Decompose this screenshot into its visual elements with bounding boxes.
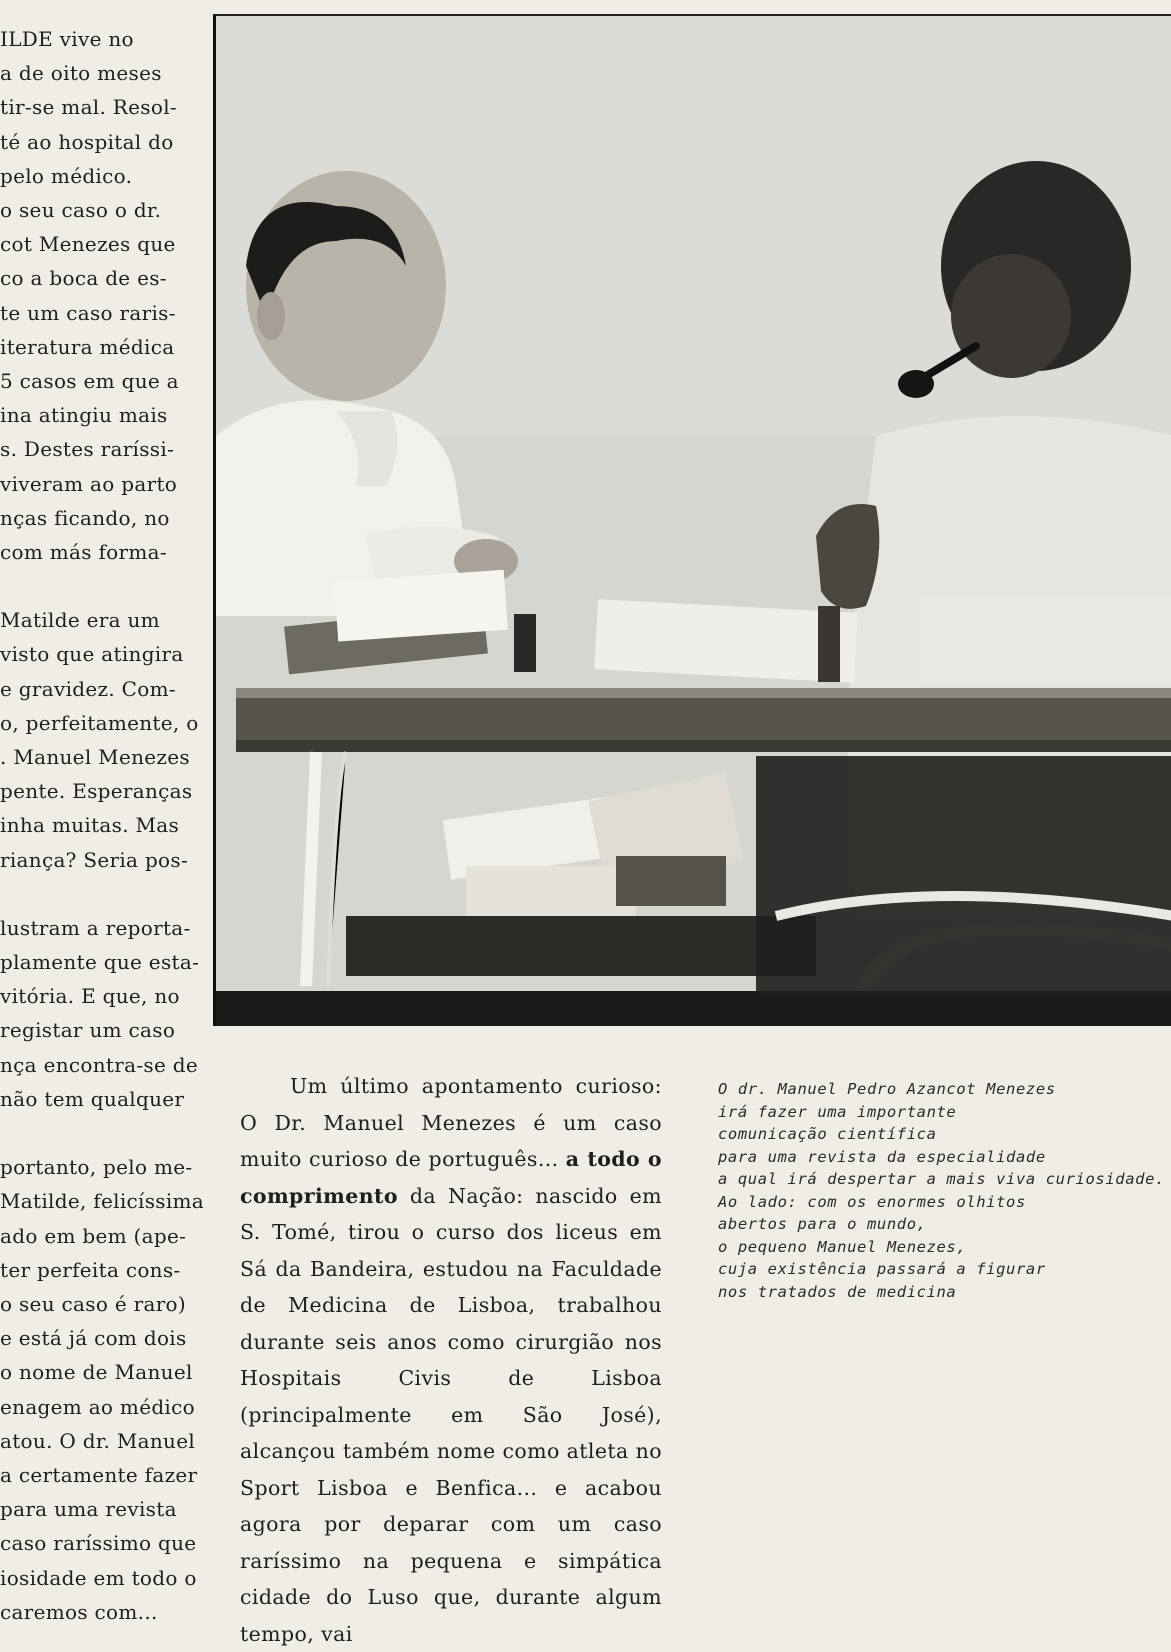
article-paragraph [240,1068,662,1652]
left-column-line: a certamente fazer [0,1462,198,1487]
photo-caption [718,1078,1168,1303]
left-column-line: caso raríssimo que [0,1531,197,1556]
caption-line: o pequeno Manuel Menezes, [718,1237,967,1256]
left-column-line: . Manuel Menezes [0,745,190,770]
left-column-line: não tem qualquer [0,1086,185,1111]
left-column-line: co a boca de es- [0,266,167,291]
caption-line: abertos para o mundo, [718,1215,927,1233]
left-column-line: cot Menezes que [0,232,176,257]
left-column-line: Matilde, felicíssima [0,1189,205,1214]
left-column-line: nça encontra-se de [0,1052,198,1077]
left-column-line: té ao hospital do [0,129,174,154]
caption-line: cuja existência passará a figurar [718,1260,1046,1278]
left-column-line: ado em bem (ape- [0,1223,187,1248]
article-text-intro: Um último apontamento curioso: O Dr. Manuel Menezes é um caso muito curioso de português... [240,1074,662,1171]
left-column-line: para uma revista [0,1497,177,1522]
left-column-line: o seu caso é raro) [0,1291,187,1316]
caption-line: irá fazer uma importante [718,1102,957,1121]
left-column-line: riança? Seria pos- [0,847,189,872]
caption-line: nos tratados de medicina [718,1282,957,1301]
left-column-line: caremos com... [0,1599,158,1624]
left-column-line: registar um caso [0,1018,176,1043]
caption-line: O dr. Manuel Pedro Azancot Menezes [718,1080,1056,1098]
doctor-photo [213,14,1171,1026]
left-column-line [0,1116,205,1150]
left-text-column [0,22,205,1629]
left-column-line: plamente que esta- [0,950,200,975]
left-column-line: pente. Esperanças [0,779,193,804]
caption-line: comunicação científica [718,1125,937,1143]
left-column-line: 5 casos em que a [0,369,179,394]
left-column-line: portanto, pelo me- [0,1155,193,1180]
left-column-line: inha muitas. Mas [0,813,180,838]
article-text-bold: a todo o comprimento [240,1147,662,1208]
left-column-line [0,877,205,911]
left-column-line: nças ficando, no [0,505,170,530]
caption-line: a qual irá despertar a mais viva curiosidade. [718,1170,1165,1188]
left-column-line: s. Destes raríssi- [0,437,175,462]
left-column-line: atou. O dr. Manuel [0,1428,196,1453]
left-column-line: pelo médico. [0,163,133,188]
left-column-line: Matilde era um [0,608,160,633]
left-column-line: enagem ao médico [0,1394,195,1419]
left-column-line: visto que atingira [0,642,184,667]
article-column [240,1068,662,1652]
left-column-line: e gravidez. Com- [0,676,176,701]
left-column-line: lustram a reporta- [0,915,191,940]
left-column-line: o, perfeitamente, o [0,710,199,735]
left-column-line [0,569,205,603]
photo-illustration [216,16,1171,1026]
caption-line: Ao lado: com os enormes olhitos [718,1192,1026,1211]
left-column-line: te um caso raris- [0,300,176,325]
left-column-line: iteratura médica [0,334,175,359]
left-column-line: a de oito meses [0,61,162,86]
left-column-line: ter perfeita cons- [0,1257,181,1282]
left-column-line: com más forma- [0,540,167,565]
left-column-line: ILDE vive no [0,27,134,51]
caption-line: para uma revista da especialidade [718,1147,1046,1166]
left-column-line: viveram ao parto [0,471,178,496]
article-text-rest: da Nação: nascido em S. Tomé, tirou o curso dos liceus em Sá da Bandeira, estudou na Faculdade de Medicina de Lisboa, trabalhou durante seis anos como cirurgião nos Hospitais Civis de Lisboa (principalmente em São José), alcançou também nome como atleta no Sport Lisboa e Benfica... e acabou agora por deparar com um caso raríssimo na pequena e simpática cidade do Luso que, durante algum tempo, vai [240,1183,662,1646]
left-column-line: o nome de Manuel [0,1360,193,1385]
left-column-line: e está já com dois [0,1326,187,1351]
left-column-line: tir-se mal. Resol- [0,95,177,120]
left-column-line: o seu caso o dr. [0,198,162,223]
left-column-line: iosidade em todo o [0,1565,197,1590]
left-column-line: vitória. E que, no [0,984,180,1009]
left-column-line: ina atingiu mais [0,403,168,428]
